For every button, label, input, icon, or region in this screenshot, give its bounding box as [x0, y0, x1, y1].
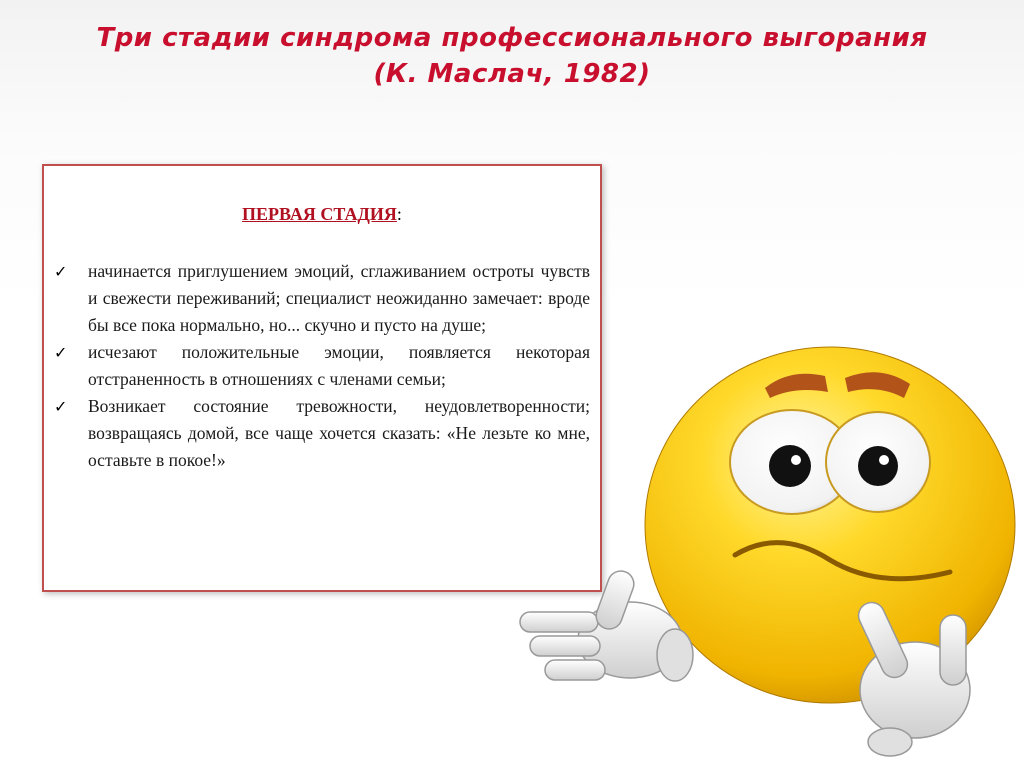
stage-heading	[44, 204, 600, 225]
left-pupil-glint	[791, 455, 801, 465]
slide-title	[40, 20, 984, 92]
slide-title-line2: (К. Маслач, 1982)	[373, 59, 651, 89]
list-item-text: исчезают положительные эмоции, появляется некоторая отстраненность в отношениях с членами семьи;	[88, 342, 590, 389]
worried-emoji-icon	[510, 330, 1020, 760]
checkmark-icon: ✓	[54, 343, 68, 362]
right-pupil	[858, 446, 898, 486]
list-item	[54, 258, 590, 339]
right-pupil-glint	[879, 455, 889, 465]
checkmark-icon: ✓	[54, 397, 68, 416]
checkmark-icon: ✓	[54, 262, 68, 281]
slide-title-line1: Три стадии синдрома профессионального выгорания	[96, 23, 928, 53]
stage-heading-text: ПЕРВАЯ СТАДИЯ	[242, 204, 397, 224]
list-item-text: Возникает состояние тревожности, неудовлетворенности; возвращаясь домой, все чаще хочется сказать: «Не лезьте ко мне, оставьте в покое!»	[88, 396, 590, 470]
left-pupil	[769, 445, 811, 487]
list-item-text: начинается приглушением эмоций, сглаживанием остроты чувств и свежести переживаний; специалист неожиданно замечает: вроде бы все пока нормально, но... скучно и пусто на душе;	[88, 261, 590, 335]
stage-heading-colon: :	[396, 204, 402, 224]
